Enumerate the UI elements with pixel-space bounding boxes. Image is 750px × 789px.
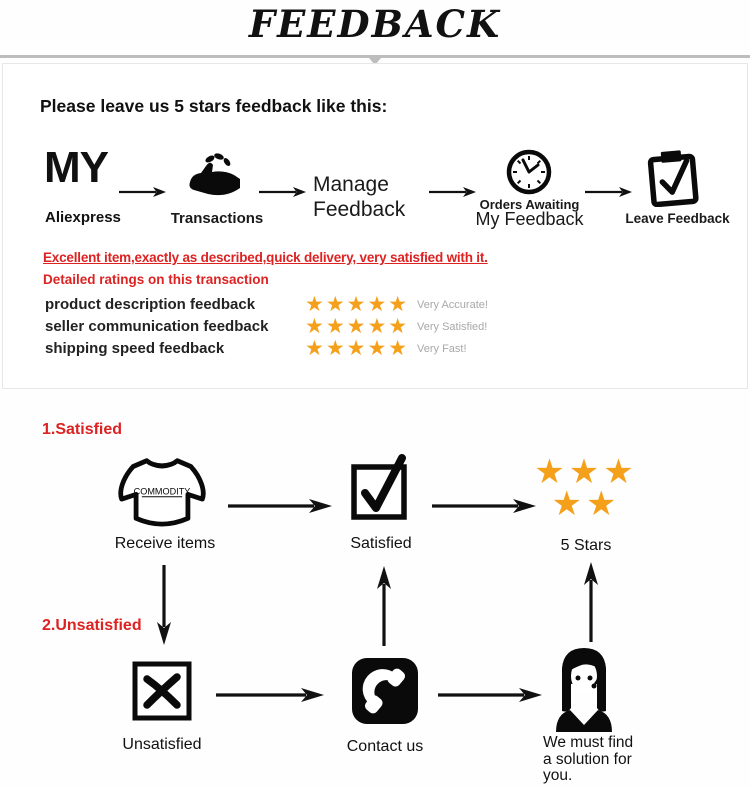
rating-row [0, 317, 750, 337]
unsatisfied-label: Unsatisfied [122, 736, 202, 753]
arrow-right-icon [584, 185, 632, 203]
rating-comment: Very Accurate! [417, 299, 488, 311]
arrow-right-icon [432, 498, 536, 519]
rating-comment: Very Fast! [417, 343, 467, 355]
rating-label: seller communication feedback [45, 318, 269, 335]
detailed-ratings-heading: Detailed ratings on this transaction [43, 272, 269, 287]
solution-line2: a solution for [543, 750, 632, 768]
checkbox-check-icon [349, 451, 411, 528]
arrow-right-icon [438, 687, 542, 708]
five-stars-icon [530, 453, 642, 523]
manage-feedback-line1: Manage [313, 173, 389, 196]
arrow-down-icon [156, 565, 172, 650]
rating-row [0, 295, 750, 315]
arrow-up-icon [583, 562, 599, 647]
review-comment: Excellent item,exactly as described,quick delivery, very satisfied with it. [43, 250, 488, 265]
orders-awaiting-label: Orders Awaiting [479, 197, 580, 212]
phone-icon [352, 658, 418, 729]
clipboard-check-icon [647, 149, 699, 212]
my-feedback-label: My Feedback [475, 209, 584, 229]
five-star-rating-icon: ★★★★★ [305, 337, 410, 360]
five-star-rating-icon: ★★★★★ [305, 315, 410, 338]
solution-label [543, 735, 633, 785]
rating-label: product description feedback [45, 296, 256, 313]
panel-heading: Please leave us 5 stars feedback like this: [40, 96, 388, 116]
arrow-right-icon [118, 185, 166, 203]
page-title: FEEDBACK [248, 2, 502, 46]
five-star-rating-icon: ★★★★★ [305, 293, 410, 316]
aliexpress-sublabel: Aliexpress [45, 209, 121, 226]
support-agent-icon [551, 640, 617, 737]
solution-line1: We must find [543, 734, 634, 751]
arrow-right-icon [216, 687, 324, 708]
rating-row [0, 339, 750, 359]
solution-line3: you. [543, 767, 573, 784]
stars-row: ★★★ [534, 453, 638, 491]
five-stars-label: 5 Stars [560, 537, 612, 554]
leave-feedback-label: Leave Feedback [625, 211, 730, 226]
arrow-right-icon [258, 185, 306, 203]
arrow-up-icon [376, 566, 392, 651]
manage-feedback-label [313, 172, 405, 222]
commodity-text: COMMODITY [133, 486, 191, 497]
contact-us-label: Contact us [346, 738, 424, 755]
stars-row: ★★ [551, 485, 621, 523]
x-box-icon [131, 660, 193, 727]
clock-icon [505, 148, 553, 201]
receive-items-label: Receive items [114, 535, 216, 552]
satisfied-label: Satisfied [350, 535, 412, 552]
hand-coins-icon [186, 152, 244, 207]
manage-feedback-line2: Feedback [313, 198, 406, 221]
case-unsatisfied-label: 2.Unsatisfied [42, 617, 142, 634]
case-satisfied-label: 1.Satisfied [42, 421, 123, 438]
rating-comment: Very Satisfied! [417, 321, 488, 333]
commodity-shirt-icon [114, 451, 210, 535]
my-aliexpress-label: MY [44, 143, 108, 192]
transactions-label: Transactions [170, 210, 264, 227]
arrow-right-icon [228, 498, 332, 519]
rating-label: shipping speed feedback [45, 340, 225, 357]
